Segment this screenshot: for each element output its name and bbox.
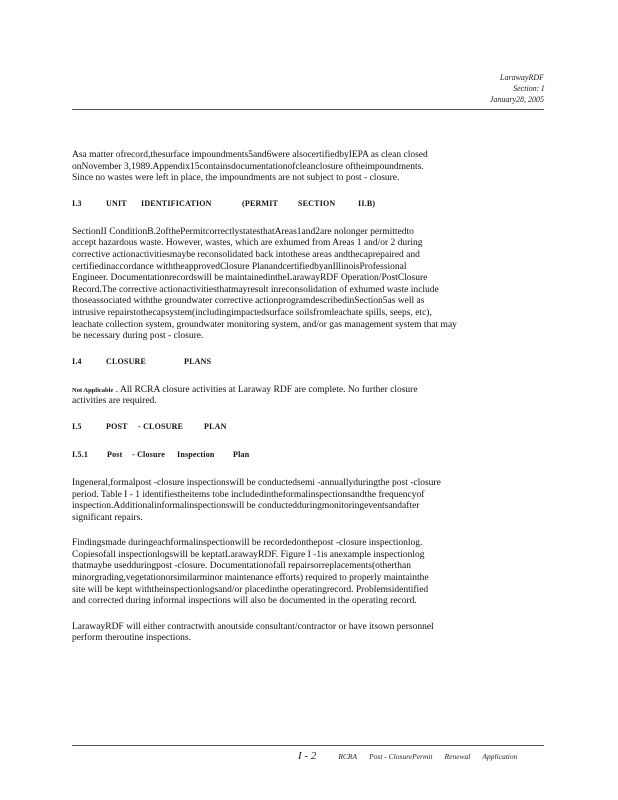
text-line: corrective actionactivitiesmaybe reconsolidated back intothese areas andthecaprepaired and (72, 249, 420, 260)
heading-word: CLOSURE (106, 356, 147, 366)
paragraph-findings (72, 538, 556, 608)
text-line: LarawayRDF will either contractwith anoutside consultant/contractor or have itsown personnel (72, 621, 434, 632)
header-date: January28, 2005 (489, 95, 544, 104)
footer-text: RCRA (338, 752, 358, 761)
paragraph-clean-closure (72, 150, 556, 185)
heading-closure-plans (72, 357, 556, 366)
heading-word: IDENTIFICATION (141, 198, 212, 208)
heading-word: - CLOSURE (138, 421, 184, 431)
text-line: intrusive repairstothecapsystem(includingimpactedsurface soilsfromleachate spills, seeps, etc), (72, 307, 432, 318)
paragraph-closure-complete (72, 385, 556, 408)
heading-word: Inspection (177, 449, 215, 459)
heading-number: I.5 (72, 421, 82, 431)
paragraph-formal-inspections (72, 478, 556, 524)
text-line: perform theroutine inspections. (72, 633, 191, 644)
text-line: inspection.Additionalinformalinspectionswill be conductedduringmonitoringeventsandafter (72, 501, 420, 512)
heading-word: Plan (233, 449, 250, 459)
footer-rule (72, 745, 544, 746)
text-line: Asa matter ofrecord,thesurface impoundments5and6were alsocertifiedbyIEPA as clean closed (72, 150, 428, 160)
not-applicable-label: Not Applicable (72, 386, 114, 394)
text-line: SectionII ConditionB.2ofthePermitcorrectlystatesthatAreas1and2are nolonger permittedto (72, 226, 414, 237)
footer-text: Application (482, 752, 518, 761)
text-line: Record.The corrective actionactivitiesthatmayresult inreconsolidation of exhumed waste include (72, 284, 439, 295)
text-line (72, 385, 556, 397)
heading-number: I.4 (72, 356, 82, 366)
page-footer (298, 750, 529, 762)
heading-word: SECTION (298, 198, 336, 208)
heading-inspection-plan (72, 450, 556, 459)
text-line: Since no wastes were left in place, the impoundments are not subject to post - closure. (72, 173, 400, 184)
heading-word: POST (106, 421, 128, 431)
heading-word: PLAN (204, 421, 227, 431)
heading-post-closure-plan (72, 422, 556, 431)
heading-word: - Closure (132, 449, 165, 459)
text-line: be necessary during post - closure. (72, 331, 204, 342)
heading-word: (PERMIT (242, 198, 279, 208)
paragraph-contractor (72, 622, 556, 645)
footer-text: Renewal (444, 752, 471, 761)
text-line: and corrected during informal inspections will also be documented in the operating record. (72, 596, 417, 607)
text-line: Engineer. Documentationrecordswill be maintainedintheLarawayRDF Operation/PostClosure (72, 273, 428, 284)
text-line: thoseassociated withthe groundwater corrective actionprogramdescribedinSection5as well as (72, 296, 425, 307)
text-line: site will be kept withtheinspectionlogsand/or placedinthe operatingrecord. Problemsidentified (72, 584, 429, 595)
text-line: Ingeneral,formalpost -closure inspectionswill be conductedsemi -annuallyduringthe post -closure (72, 477, 441, 488)
text-line: activities are required. (72, 396, 157, 407)
text-line: onNovember 3,1989.Appendix15containsdocumentationofcleanclosure oftheimpoundments. (72, 161, 424, 172)
text-line: significant repairs. (72, 512, 143, 523)
heading-number: I.5.1 (72, 449, 89, 459)
text-line: accept hazardous waste. However, wastes, which are exhumed from Areas 1 and/or 2 during (72, 238, 423, 249)
heading-word: UNIT (106, 198, 127, 208)
text-line: minorgrading,vegetationorsimilarminor maintenance efforts) required to properly maintainthe (72, 573, 429, 584)
heading-word: II.B) (358, 198, 376, 208)
document-body (72, 150, 556, 659)
text-line: period. Table I - 1 identifiestheitems tobe includedintheformalinspectionsandthe frequencyof (72, 489, 425, 500)
footer-text: Post - ClosurePermit (369, 752, 433, 761)
heading-word: Post (107, 449, 123, 459)
header-company: LarawayRDF (500, 73, 544, 82)
page-header (490, 72, 544, 105)
heading-number: I.3 (72, 198, 82, 208)
text-line: certifiedinaccordance withtheapprovedClosure PlanandcertifiedbyanIllinoisProfessional (72, 261, 407, 272)
header-rule (72, 109, 544, 110)
header-section: Section: I (513, 84, 544, 93)
page-number: I - 2 (298, 750, 317, 762)
text-line: thatmaybe usedduringpost -closure. Documentationofall repairsorreplacements(otherthan (72, 561, 411, 572)
text-fragment: . All RCRA closure activities at Laraway RDF are complete. No further closure (113, 384, 418, 395)
heading-word: PLANS (184, 356, 212, 366)
heading-unit-identification (72, 199, 556, 208)
text-line: Findingsmade duringeachformalinspectionwill be recordedonthepost -closure inspectionlog. (72, 538, 423, 549)
text-line: Copiesofall inspectionlogswill be keptatLarawayRDF. Figure I -1is anexample inspectionlog (72, 549, 425, 560)
text-line: leachate collection system, groundwater monitoring system, and/or gas management system that may (72, 319, 457, 330)
paragraph-section-ii (72, 227, 556, 343)
